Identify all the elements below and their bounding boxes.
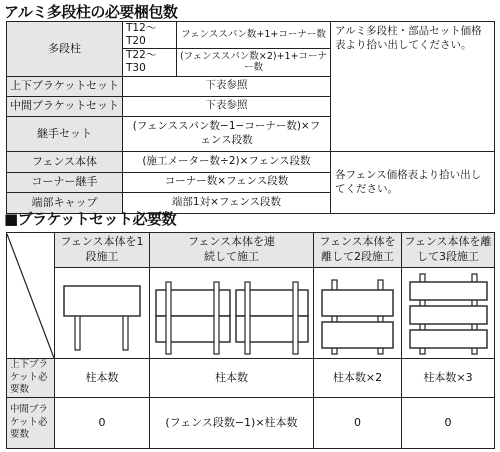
- row-label: 上下ブラケットセット: [7, 76, 123, 96]
- packing-table: [6, 21, 495, 214]
- value-cell: 0: [55, 398, 150, 449]
- table-row: [7, 268, 495, 359]
- fence-2-tier-diagram: [314, 268, 402, 359]
- post-code: T12～T20: [123, 22, 177, 49]
- value-cell: 柱本数×2: [314, 359, 402, 398]
- row-label: 中間ブラケット必要数: [7, 398, 55, 449]
- diagonal-line: [7, 234, 54, 358]
- table-row: [7, 151, 495, 172]
- bracket-table: [6, 232, 495, 449]
- table-row: [7, 359, 495, 398]
- formula-cell: (フェンススパン数−1−コーナー数)×フェンス段数: [123, 116, 331, 151]
- table-row: [7, 398, 495, 449]
- column-header: フェンス本体を離して2段施工: [314, 233, 402, 268]
- formula-cell: コーナー数×フェンス段数: [123, 172, 331, 192]
- column-header: フェンス本体を離して3段施工: [402, 233, 495, 268]
- formula-cell: (施工メーター数÷2)×フェンス段数: [123, 151, 331, 172]
- row-label: 端部キャップ: [7, 192, 123, 213]
- formula-cell: 下表参照: [123, 96, 331, 116]
- fence-continuous-diagram: [150, 268, 314, 359]
- value-cell: (フェンス段数−1)×柱本数: [150, 398, 314, 449]
- value-cell: 柱本数: [150, 359, 314, 398]
- value-cell: 柱本数×3: [402, 359, 495, 398]
- fence-3-tier-diagram: [402, 268, 495, 359]
- formula-cell: 下表参照: [123, 76, 331, 96]
- value-cell: 0: [314, 398, 402, 449]
- row-label: コーナー継手: [7, 172, 123, 192]
- note-cell: 各フェンス価格表より拾い出してください。: [335, 168, 482, 195]
- section2-title: ■ブラケットセット必要数: [4, 210, 176, 228]
- value-cell: 柱本数: [55, 359, 150, 398]
- section1-title: アルミ多段柱の必要梱包数: [4, 3, 178, 21]
- formula-cell: 端部1対×フェンス段数: [123, 192, 331, 213]
- formula-cell: フェンススパン数+1+コーナー数: [177, 22, 331, 49]
- post-code: T22～T30: [123, 49, 177, 76]
- row-label: 多段柱: [7, 22, 123, 77]
- row-label: 継手セット: [7, 116, 123, 151]
- table-row: [7, 22, 495, 49]
- row-label: フェンス本体: [7, 151, 123, 172]
- column-header: フェンス本体を連続して施工: [150, 233, 314, 268]
- note-cell: アルミ多段柱・部品セット価格表より拾い出してください。: [335, 25, 482, 52]
- value-cell: 0: [402, 398, 495, 449]
- diagonal-corner-cell: [7, 233, 55, 359]
- row-label: 上下ブラケット必要数: [7, 359, 55, 398]
- table-row: [7, 233, 495, 268]
- column-header: フェンス本体を1段施工: [55, 233, 150, 268]
- fence-1-tier-diagram: [55, 268, 150, 359]
- formula-cell: (フェンススパン数×2)+1+コーナー数: [177, 49, 331, 76]
- row-label: 中間ブラケットセット: [7, 96, 123, 116]
